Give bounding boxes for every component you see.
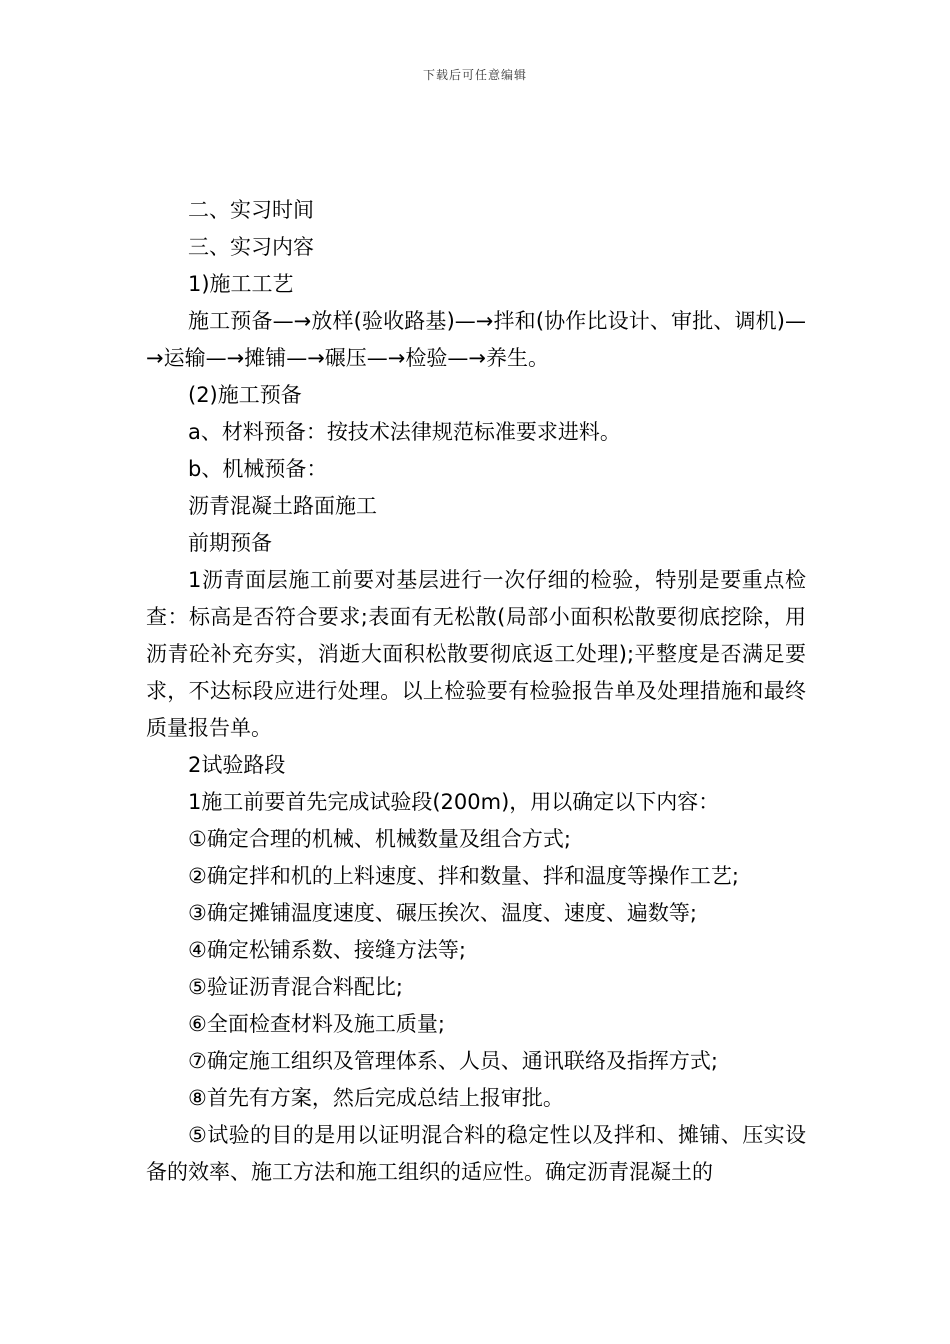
paragraph-material-prep: a、材料预备：按技术法律规范标准要求进料。: [188, 420, 621, 444]
paragraph-machine-prep: b、机械预备：: [188, 457, 328, 481]
list-item: ⑥全面检查材料及施工质量;: [188, 1012, 445, 1036]
page-header: 下载后可任意编辑: [422, 68, 527, 82]
subheading-construction-prep: (2)施工预备: [188, 383, 302, 407]
subheading-construction-process: 1)施工工艺: [188, 272, 294, 296]
paragraph-process-flow: 施工预备—→放样(验收路基)—→拌和(协作比设计、审批、调机)—→运输—→摊铺—→碾压—→检验—→养生。: [146, 309, 806, 370]
paragraph-test-section-intro: 1施工前要首先完成试验段(200m)，用以确定以下内容：: [188, 790, 720, 814]
list-item: ⑤验证沥青混合料配比;: [188, 975, 403, 999]
list-item: ⑦确定施工组织及管理体系、人员、通讯联络及指挥方式;: [188, 1049, 718, 1073]
list-item: ①确定合理的机械、机械数量及组合方式;: [188, 827, 571, 851]
list-item: ④确定松铺系数、接缝方法等;: [188, 938, 466, 962]
subheading-test-section: 2试验路段: [188, 753, 286, 777]
list-item: ②确定拌和机的上料速度、拌和数量、拌和温度等操作工艺;: [188, 864, 739, 888]
paragraph-test-purpose: ⑤试验的目的是用以证明混合料的稳定性以及拌和、摊铺、压实设备的效率、施工方法和施工组织的适应性。确定沥青混凝土的: [146, 1123, 806, 1184]
subheading-early-prep: 前期预备: [188, 531, 272, 555]
list-item: ③确定摊铺温度速度、碾压挨次、温度、速度、遍数等;: [188, 901, 697, 925]
list-item: ⑧首先有方案，然后完成总结上报审批。: [188, 1086, 564, 1110]
heading-internship-content: 三、实习内容: [188, 235, 314, 259]
heading-internship-time: 二、实习时间: [188, 198, 314, 222]
paragraph-base-inspection: 1沥青面层施工前要对基层进行一次仔细的检验，特别是要重点检查：标高是否符合要求;表面有无松散(局部小面积松散要彻底挖除，用沥青砼补充夯实，消逝大面积松散要彻底返工处理);平整度是否满足要求，不达标段应进行处理。以上检验要有检验报告单及处理措施和最终质量报告单。: [146, 568, 806, 740]
document-body: [146, 192, 806, 1191]
subheading-asphalt-pavement: 沥青混凝土路面施工: [188, 494, 377, 518]
